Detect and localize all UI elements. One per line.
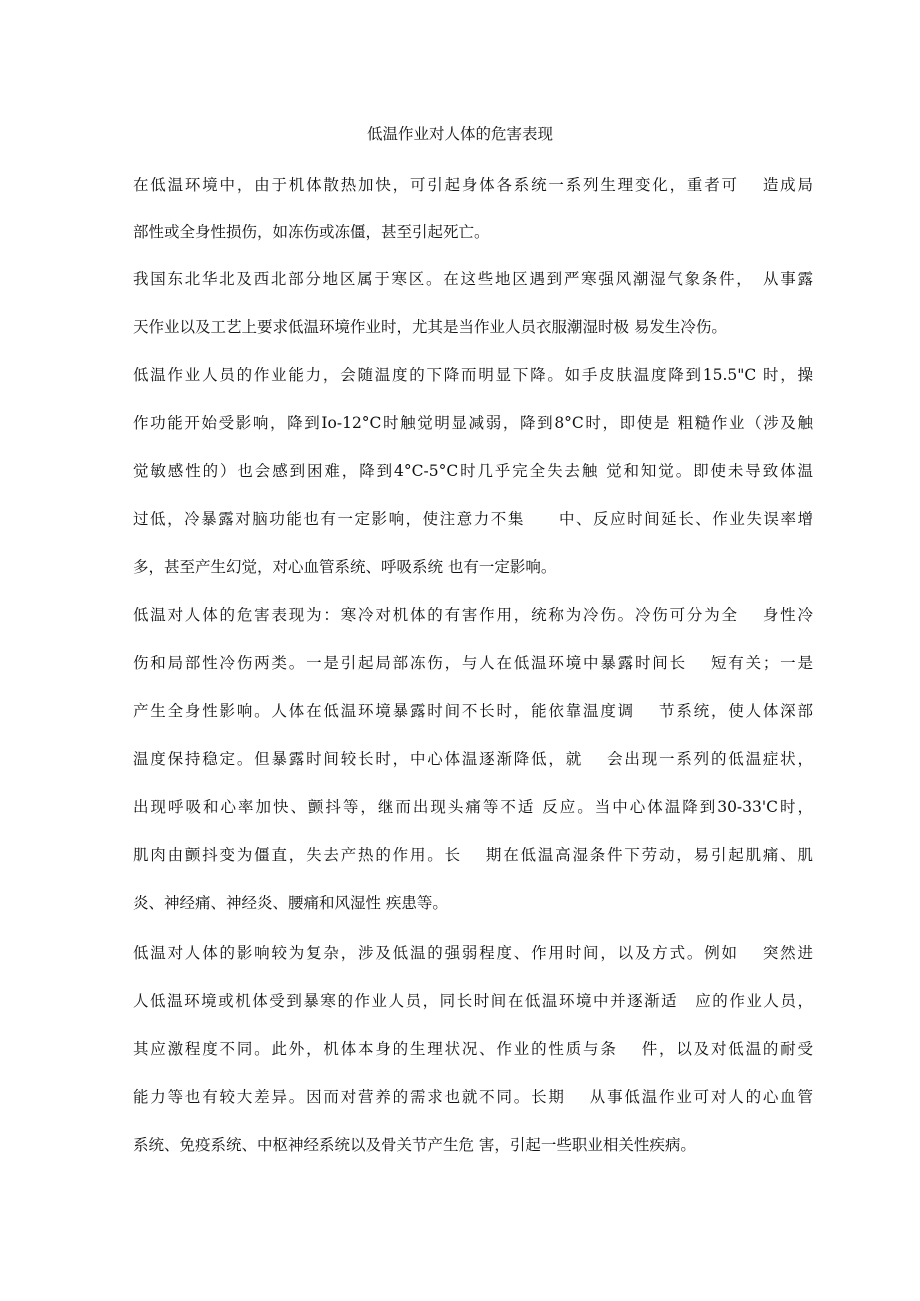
text-line: 肌肉由颤抖变为僵直，失去产热的作用。长 期在低温高湿条件下劳动，易引起肌痛、肌: [133, 846, 813, 864]
text-line: 低温对人体的危害表现为：寒冷对机体的有害作用，统称为冷伤。冷伤可分为全 身性冷: [133, 606, 813, 624]
text-line: 作功能开始受影响，降到Io-12°C时触觉明显减弱，降到8°C时，即使是 粗糙作业（涉及触: [133, 414, 813, 432]
text-line: 过低，冷暴露对脑功能也有一定影响，使注意力不集 中、反应时间延长、作业失误率增: [133, 510, 813, 528]
text-line: 其应激程度不同。此外，机体本身的生理状况、作业的性质与条 件，以及对低温的耐受: [133, 1040, 813, 1058]
text-line: 系统、免疫系统、中枢神经系统以及骨关节产生危 害，引起一些职业相关性疾病。: [133, 1136, 696, 1154]
text-line: 我国东北华北及西北部分地区属于寒区。在这些地区遇到严寒强风潮湿气象条件， 从事露: [133, 270, 813, 288]
text-line: 温度保持稳定。但暴露时间较长时，中心体温逐渐降低，就 会出现一系列的低温症状，: [133, 750, 813, 768]
text-line: 炎、神经痛、神经炎、腰痛和风湿性 疾患等。: [133, 894, 448, 912]
text-line: 出现呼吸和心率加快、颤抖等，继而出现头痛等不适 反应。当中心体温降到30-33'C时，: [133, 798, 813, 816]
text-line: 伤和局部性冷伤两类。一是引起局部冻伤，与人在低温环境中暴露时间长 短有关；一是: [133, 654, 813, 672]
text-line: 觉敏感性的）也会感到困难，降到4°C-5°C时几乎完全失去触 觉和知觉。即使未导致体温: [133, 462, 813, 480]
text-line: 低温作业人员的作业能力，会随温度的下降而明显下降。如手皮肤温度降到15.5"C 时，操: [133, 366, 813, 384]
text-line: 部性或全身性损伤，如冻伤或冻僵，甚至引起死亡。: [133, 223, 490, 241]
text-line: 天作业以及工艺上要求低温环境作业时，尤其是当作业人员衣服潮湿时极 易发生冷伤。: [133, 318, 727, 336]
text-line: 在低温环境中，由于机体散热加快，可引起身体各系统一系列生理变化，重者可 造成局: [133, 176, 813, 194]
text-line: 多，甚至产生幻觉，对心血管系统、呼吸系统 也有一定影响。: [133, 558, 557, 576]
text-line: 人低温环境或机体受到暴寒的作业人员，同长时间在低温环境中并逐渐适 应的作业人员，: [133, 992, 813, 1010]
text-line: 低温对人体的影响较为复杂，涉及低温的强弱程度、作用时间，以及方式。例如 突然进: [133, 944, 813, 962]
text-line: 能力等也有较大差异。因而对营养的需求也就不同。长期 从事低温作业可对人的心血管: [133, 1088, 813, 1106]
text-line: 产生全身性影响。人体在低温环境暴露时间不长时，能依靠温度调 节系统，使人体深部: [133, 702, 813, 720]
document-title: 低温作业对人体的危害表现: [366, 125, 553, 143]
